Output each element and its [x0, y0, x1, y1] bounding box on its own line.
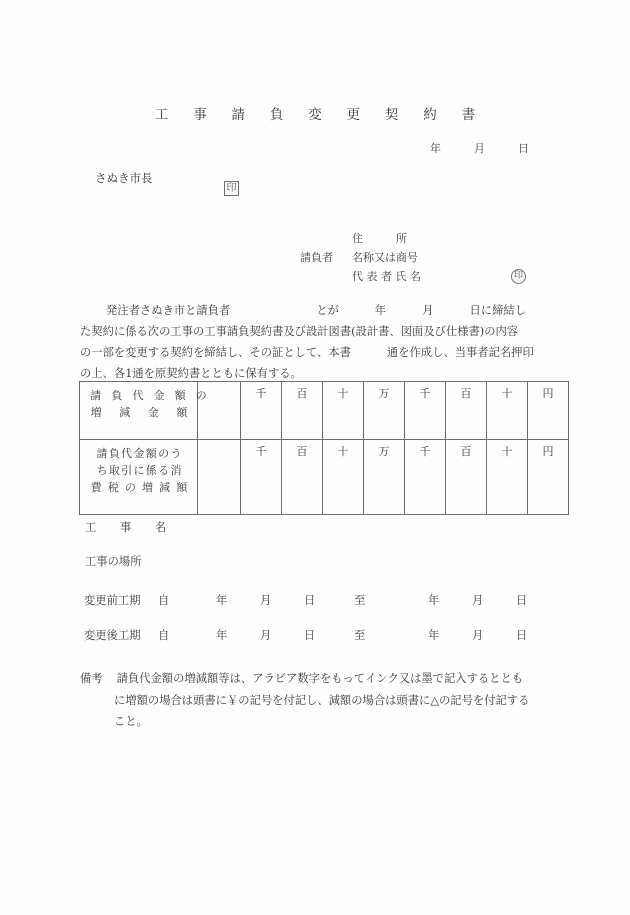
period-after-row [84, 627, 527, 643]
amount-row-1-unit-juu[interactable]: 十 [487, 382, 528, 440]
remarks-line-1 [80, 668, 560, 690]
contractor-address-label: 住 所 [352, 232, 407, 245]
date-month-label: 月 [474, 142, 485, 155]
period-after-day-2: 日 [516, 629, 528, 642]
remarks-line-3 [80, 711, 560, 733]
contract-date-line [430, 140, 529, 156]
body-line-3-part-a: の一部を変更する契約を締結し、その証として、本書 [80, 346, 351, 359]
remarks-section [80, 668, 560, 733]
contractor-address-row [300, 229, 448, 248]
period-after-year: 年 [216, 629, 228, 642]
amount-row-2-unit-sen[interactable]: 千 [405, 440, 446, 515]
date-day-label: 日 [518, 142, 529, 155]
amount-row-1-unit-en[interactable]: 円 [528, 382, 569, 440]
amount-row-2-sign-cell[interactable] [198, 440, 241, 515]
period-before-from-label: 自 [158, 594, 170, 607]
body-line-3 [80, 342, 552, 363]
body-line-4: の上、各1通を原契約書とともに保有する。 [80, 367, 302, 380]
period-before-day-2: 日 [516, 594, 528, 607]
period-after-label: 変更後工期 [84, 629, 141, 642]
body-line-1-year: 年 [374, 304, 387, 317]
amount-row-2-label-line-3: 費 税 の 増 減 額 [90, 481, 189, 494]
amount-row-1-unit-juu-man[interactable]: 十 [323, 382, 364, 440]
period-after-to-label: 至 [354, 629, 366, 642]
period-before-label: 変更前工期 [84, 594, 141, 607]
remarks-text-line-3: こと。 [114, 715, 148, 728]
work-name-label: 工 事 名 [85, 521, 173, 534]
contractor-representative-label: 代 表 者 氏 名 [352, 270, 421, 283]
period-after-day: 日 [304, 629, 316, 642]
remarks-line-2 [80, 690, 560, 712]
period-after-month-2: 月 [472, 629, 484, 642]
date-year-label: 年 [430, 142, 441, 155]
amount-row-1-label-line-1: 請 負 代 金 額 の [90, 389, 211, 402]
period-before-row [84, 592, 527, 608]
amount-row-2-unit-hyaku-man[interactable]: 百 [282, 440, 323, 515]
period-after-from-label: 自 [158, 629, 170, 642]
contractor-name-row [300, 248, 448, 267]
body-line-1-part-a: 発注者さぬき市と請負者 [106, 304, 231, 317]
table-row [80, 382, 569, 440]
mayor-name: さぬき市長 [95, 171, 153, 185]
table-row [80, 440, 569, 515]
amount-row-2-label-line-1: 請負代金額のう [96, 447, 183, 460]
contractor-tag: 請負者 [300, 251, 333, 264]
amount-row-2-label [80, 440, 198, 515]
amount-row-1-label-line-2: 増 減 金 額 [90, 406, 191, 419]
remarks-label: 備考 [80, 672, 103, 685]
remarks-text-line-2: に増額の場合は頭書に￥の記号を付記し、減額の場合は頭書に△の記号を付記する [114, 693, 530, 707]
contractor-name-label: 名称又は商号 [352, 251, 418, 264]
period-before-year: 年 [216, 594, 228, 607]
mayor-seal-icon: 印 [224, 181, 239, 196]
amount-row-2-unit-en[interactable]: 円 [528, 440, 569, 515]
amount-row-2-unit-juu-man[interactable]: 十 [323, 440, 364, 515]
body-line-1-month: 月 [422, 304, 434, 317]
period-before-month: 月 [260, 594, 272, 607]
amount-row-1-unit-sen-man[interactable]: 千 [241, 382, 282, 440]
contract-body-paragraph [80, 300, 552, 384]
period-before-to-label: 至 [354, 594, 366, 607]
remarks-text-line-1: 請負代金額の増減額等は、アラビア数字をもってインク又は墨で記入するととも [116, 672, 524, 685]
amount-table [79, 381, 569, 515]
body-line-1-part-c: 日に締結し [469, 304, 527, 317]
contractor-seal-icon: 印 [511, 269, 526, 284]
contractor-block [300, 229, 523, 286]
page-title: 工 事 請 負 変 更 契 約 書 [154, 107, 481, 123]
amount-row-1-unit-man[interactable]: 万 [364, 382, 405, 440]
contractor-representative-row [300, 267, 448, 286]
amount-row-2-unit-hyaku[interactable]: 百 [446, 440, 487, 515]
body-line-1-part-b: とが [316, 304, 339, 317]
period-before-day: 日 [304, 594, 316, 607]
work-place-label: 工事の場所 [85, 555, 142, 568]
period-before-month-2: 月 [472, 594, 484, 607]
amount-row-2-label-line-2: ち取引に係る消 [96, 464, 183, 477]
period-after-month: 月 [260, 629, 272, 642]
amount-row-1-unit-hyaku-man[interactable]: 百 [282, 382, 323, 440]
body-line-2: た契約に係る次の工事の工事請負契約書及び設計図書(設計書、図面及び仕様書)の内容 [80, 325, 519, 338]
amount-row-2-unit-juu[interactable]: 十 [487, 440, 528, 515]
period-before-year-2: 年 [428, 594, 440, 607]
amount-row-1-label [80, 382, 211, 440]
amount-row-2-unit-sen-man[interactable]: 千 [241, 440, 282, 515]
amount-row-2-unit-man[interactable]: 万 [364, 440, 405, 515]
body-line-3-part-b: 通を作成し、当事者記名押印 [386, 346, 534, 359]
body-line-1 [80, 300, 552, 321]
period-after-year-2: 年 [428, 629, 440, 642]
amount-row-1-unit-sen[interactable]: 千 [405, 382, 446, 440]
amount-row-1-unit-hyaku[interactable]: 百 [446, 382, 487, 440]
